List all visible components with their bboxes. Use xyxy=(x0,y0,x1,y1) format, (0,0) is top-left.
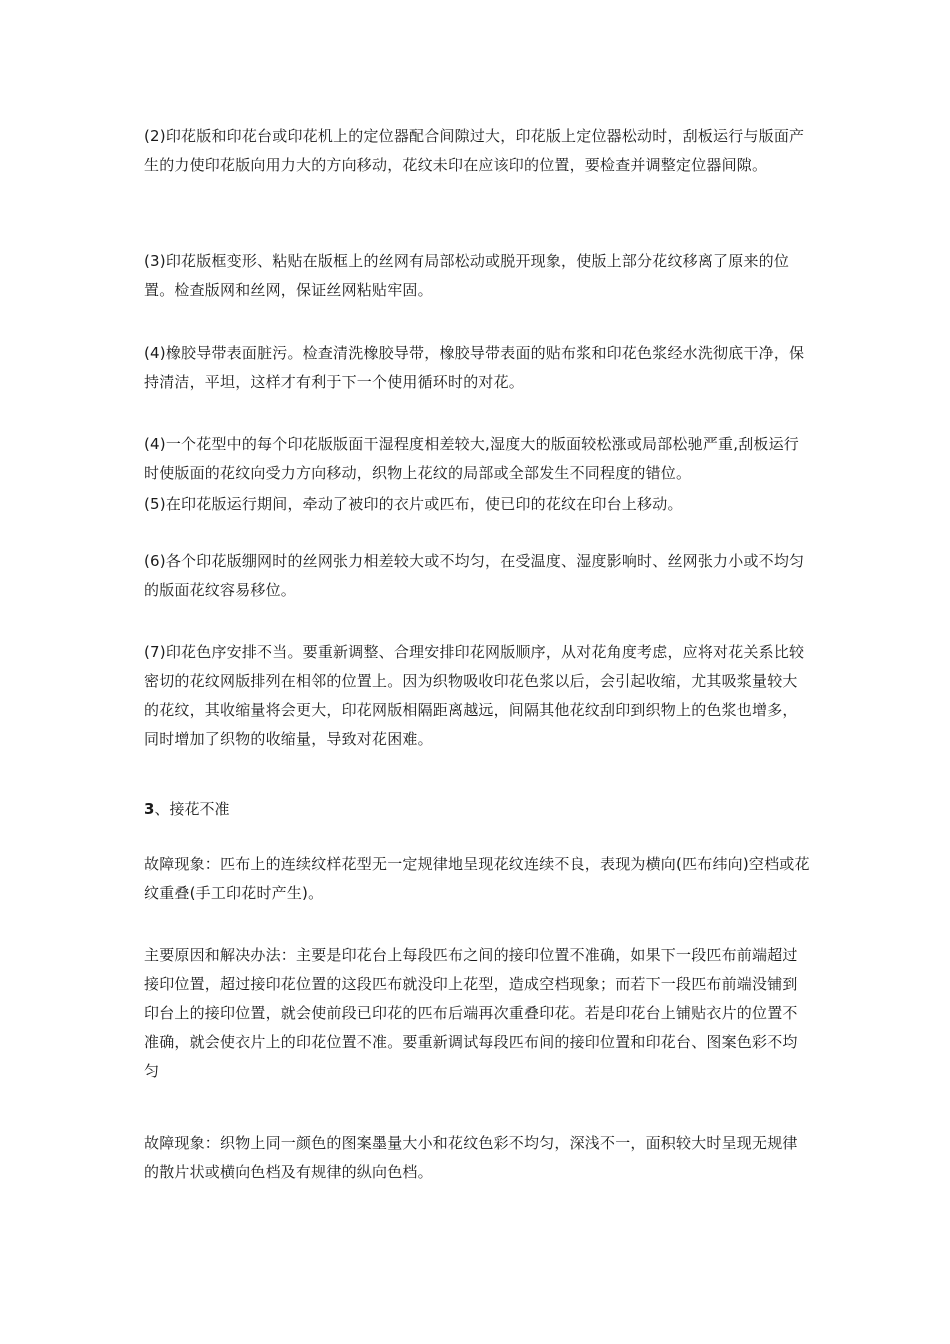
paragraph-4a: (4)橡胶导带表面脏污。检查清洗橡胶导带，橡胶导带表面的贴布浆和印花色浆经水洗彻底干净，保持清洁，平坦，这样才有利于下一个使用循环时的对花。 xyxy=(144,344,805,391)
paragraph-4b: (4)一个花型中的每个印花版版面干湿程度相差较大,湿度大的版面较松涨或局部松驰严重,刮板运行时使版面的花纹向受力方向移动，织物上花纹的局部或全部发生不同程度的错位。 xyxy=(144,435,799,482)
section-title: 、接花不准 xyxy=(154,800,230,818)
paragraph-fault-phenomenon-2: 故障现象：织物上同一颜色的图案墨量大小和花纹色彩不均匀，深浅不一，面积较大时呈现无规律的散片状或横向色档及有规律的纵向色档。 xyxy=(144,1134,798,1181)
paragraph-fault-phenomenon: 故障现象：匹布上的连续纹样花型无一定规律地呈现花纹连续不良，表现为横向(匹布纬向)空档或花纹重叠(手工印花时产生)。 xyxy=(144,855,810,902)
paragraph-causes-solutions: 主要原因和解决办法：主要是印花台上每段匹布之间的接印位置不准确，如果下一段匹布前端超过接印位置，超过接印花位置的这段匹布就没印上花型，造成空档现象；而若下一段匹布前端没铺到印台上的接印位置，就会使前段已印花的匹布后端再次重叠印花。若是印花台上铺贴衣片的位置不准确，就会使衣片上的印花位置不准。要重新调试每段匹布间的接印位置和印花台、图案色彩不均匀 xyxy=(144,946,798,1080)
paragraph-3: (3)印花版框变形、粘贴在版框上的丝网有局部松动或脱开现象，使版上部分花纹移离了原来的位置。检查版网和丝网，保证丝网粘贴牢固。 xyxy=(144,252,790,299)
section-number: 3 xyxy=(144,800,155,818)
paragraph-2: (2)印花版和印花台或印花机上的定位器配合间隙过大，印花版上定位器松动时，刮板运行与版面产生的力使印花版向用力大的方向移动，花纹未印在应该印的位置，要检查并调整定位器间隙。 xyxy=(144,127,805,174)
paragraph-7: (7)印花色序安排不当。要重新调整、合理安排印花网版顺序，从对花角度考虑，应将对花关系比较密切的花纹网版排列在相邻的位置上。因为织物吸收印花色浆以后，会引起收缩，尤其吸浆量较大的花纹，其收缩量将会更大，印花网版相隔距离越远，间隔其他花纹刮印到织物上的色浆也增多，同时增加了织物的收缩量，导致对花困难。 xyxy=(144,643,805,748)
paragraph-6: (6)各个印花版绷网时的丝网张力相差较大或不均匀，在受温度、湿度影响时、丝网张力小或不均匀的版面花纹容易移位。 xyxy=(144,552,805,599)
paragraph-5: (5)在印花版运行期间，牵动了被印的衣片或匹布，使已印的花纹在印台上移动。 xyxy=(144,495,683,513)
section-heading xyxy=(144,795,810,824)
